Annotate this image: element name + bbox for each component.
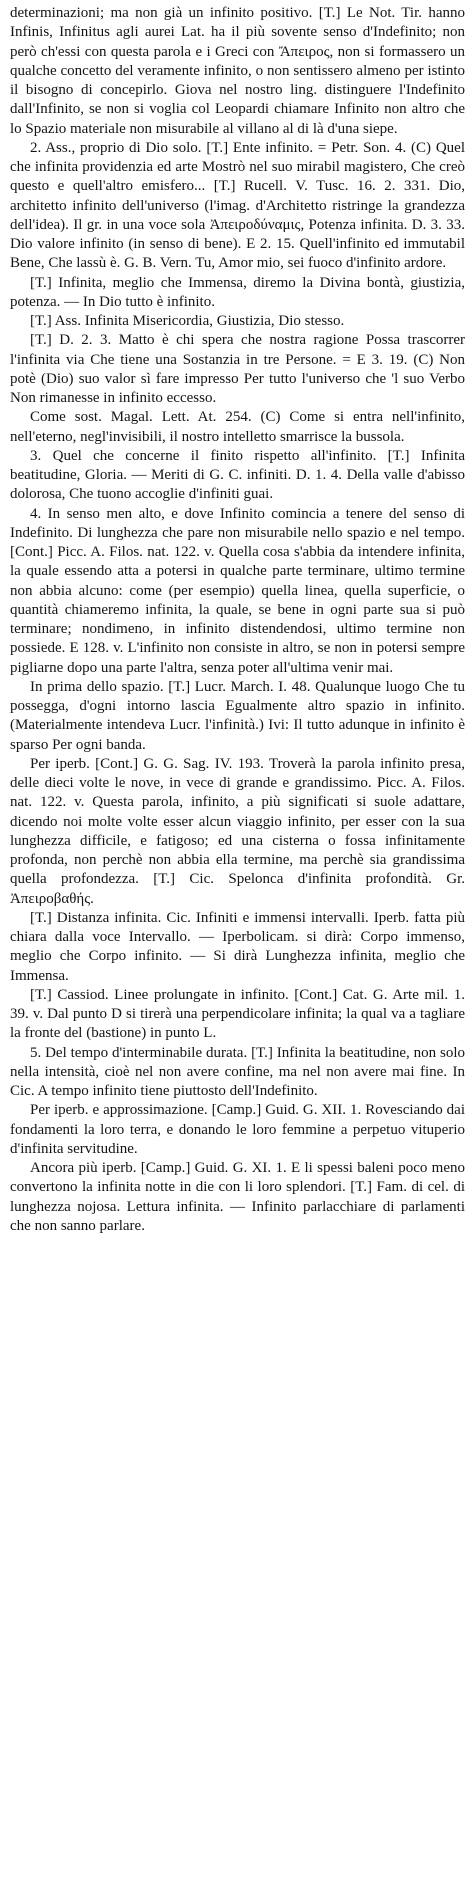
entry-continuation: determinazioni; ma non già un infinito positivo. [T.] Le Not. Tir. hanno Infinis, Infinitus agli aurei Lat. ha il più sovente senso d'Indefinito; non però ch'essi con questa parola e i Greci con Ἄπειρος, non si formassero un qualche concetto del veramente infinito, o non sentissero almeno per istinto il bisogno di concepirlo. Giova nel nostro ling. distinguere l'Indefinito dall'Infinito, se non si voglia col Leopardi chiamare Infinito non altro che lo Spazio materiale non misurabile al villano al di là d'una siepe. [10,5,465,137]
sense-3: 3. Quel che concerne il finito rispetto all'infinito. [T.] Infinita beatitudine, Gloria. — Meriti di G. C. infiniti. D. 1. 4. Della valle d'abisso dolorosa, Che tuono accoglie d'infiniti guai. [10,447,465,503]
sense-4-hyperbole: Per iperb. [Cont.] G. G. Sag. IV. 193. Troverà la parola infinito presa, delle dieci volte le nove, in vece di grande e grandissimo. Picc. A. Filos. nat. 122. v. Questa parola, infinito, a più significati si suole adattare, dicendo noi molte volte esser alcun viaggio infinito, per esser con la sua lunghezza difficile, e fatigoso; ed una cisterna o fossa infinitamente profonda, non perchè non abbia ella termine, ma perchè sia grandissima quella profondezza. [T.] Cic. Spelonca d'infinita profondità. Gr. Ἀπειροβαθής. [10,755,465,907]
sense-4: 4. In senso men alto, e dove Infinito comincia a tenere del senso di Indefinito. Di lunghezza che pare non misurabile nello spazio e nel tempo. [Cont.] Picc. A. Filos. nat. 122. v. Quella cosa s'abbia da intendere infinita, la quale essendo atta a potersi in qualche parte terminare, ultimo termine non abbia alcuno: come (per esempio) quella linea, quella superficie, o quantità chiameremo infinita, la quale, se bene in ogni parte sua si può terminare; nondimeno, in infinito distendendosi, ultimo termine non possiede. E 128. v. L'infinito non consiste in altro, se non in potersi sempre pigliarne dopo una parte l'altra, senza poter all'ultima venir mai. [10,505,465,676]
sense-2-note-absolute: [T.] Ass. Infinita Misericordia, Giustizia, Dio stesso. [30,313,345,329]
sense-2-note-divine: [T.] Infinita, meglio che Immensa, diremo la Divina bontà, giustizia, potenza. — In Dio tutto è infinito. [10,274,465,310]
sense-5: 5. Del tempo d'interminabile durata. [T.] Infinita la beatitudine, non solo nella intensità, cioè nel non avere confine, ma nel non avere mai fine. In Cic. A tempo infinito tiene piuttosto dell'Indefinito. [10,1044,465,1099]
sense-4-space: In prima dello spazio. [T.] Lucr. March. I. 48. Qualunque luogo Che tu possegga, d'ogni intorno lascia Egualmente altro spazio in infinito. (Materialmente intendeva Lucr. l'infinità.) Ivi: Il tutto adunque in infinito è sparso Per ogni banda. [10,678,465,753]
sense-2-dante-quote: [T.] D. 2. 3. Matto è chi spera che nostra ragione Possa trascorrer l'infinita via Che tiene una Sostanzia in tre Persone. = E 3. 19. (C) Non potè (Dio) suo valor sì fare impresso Per tutto l'universo che 'l suo Verbo Non rimanesse in infinito eccesso. [10,332,465,406]
sense-2: 2. Ass., proprio di Dio solo. [T.] Ente infinito. = Petr. Son. 4. (C) Quel che infinita providenzia ed arte Mostrò nel suo mirabil magistero, Che creò questo e quell'altro emisfero... [T.] Rucell. V. Tusc. 16. 2. 331. Dio, architetto infinito dell'universo (l'imag. d'Architetto ristringe la grandezza dell'idea). Il gr. in una voce sola Ἀπειροδύναμις, Potenza infinita. D. 3. 33. Dio valore infinito (in senso di bene). E 2. 15. Quell'infinito ed immutabil Bene, Che lassù è. G. B. Vern. Tu, Amor mio, sei fuoco d'infinito ardore. [10,139,465,272]
sense-2-noun-use: Come sost. Magal. Lett. At. 254. (C) Come si entra nell'infinito, nell'eterno, negl'invisibili, il nostro intelletto smarrisce la bussola. [10,409,465,445]
sense-5-more-hyperbole: Ancora più iperb. [Camp.] Guid. G. XI. 1. E li spessi baleni poco meno convertono la infinita notte in die con li loro splendori. [T.] Fam. di cel. di lunghezza nojosa. Lettura infinita. — Infinito parlacchiare di parlamenti che non sanno parlare. [10,1160,465,1234]
sense-5-hyperbole: Per iperb. e approssimazione. [Camp.] Guid. G. XII. 1. Rovesciando dai fondamenti la loro terra, e donando le loro femmine a perpetuo vituperio d'infinita servitudine. [10,1102,465,1157]
sense-4-distance: [T.] Distanza infinita. Cic. Infiniti e immensi intervalli. Iperb. fatta più chiara dalla voce Intervallo. — Iperbolicam. si dirà: Corpo immenso, meglio che Corpo infinito. — Si dirà Lunghezza infinita, meglio che Immensa. [10,909,465,984]
sense-4-lines: [T.] Cassiod. Linee prolungate in infinito. [Cont.] Cat. G. Arte mil. 1. 39. v. Dal punto D si tirerà una perpendicolare infinita; la qual va a tagliare la fronte del (bastione) in punto L. [10,986,465,1042]
